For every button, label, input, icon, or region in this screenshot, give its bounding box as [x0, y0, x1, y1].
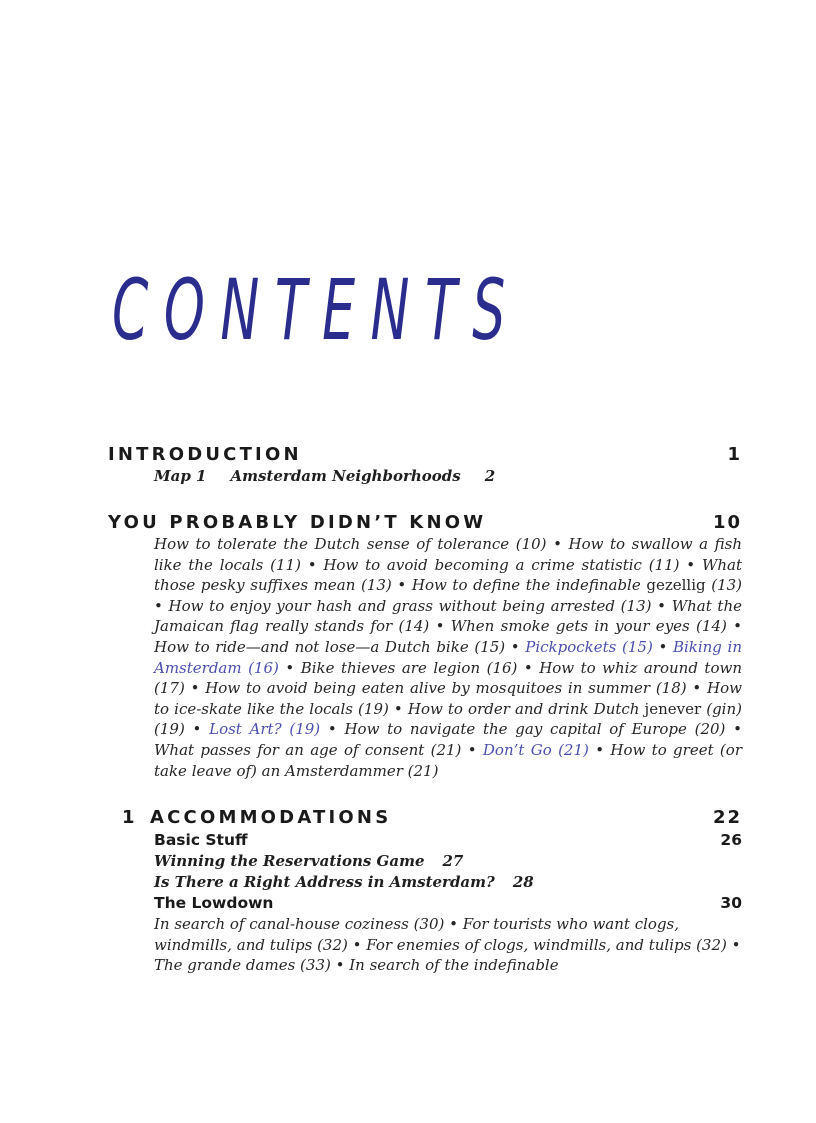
topic-term: gezellig [646, 576, 706, 595]
section-title: YOU PROBABLY DIDN’T KNOW [108, 512, 487, 533]
subsection-entry [154, 872, 742, 893]
section-title: ACCOMMODATIONS [150, 807, 392, 829]
entry-label: Winning the Reservations Game [154, 852, 425, 871]
subsection-heading [154, 829, 742, 851]
map-entry [154, 466, 742, 487]
topic-text: • How to greet (or take leave of) an Amsterdammer (21) [154, 740, 742, 780]
topic-separator: • [652, 637, 673, 656]
topic-text: (13) • How to enjoy your hash and grass without being arrested (13) • What the Jamaican flag really stands for (14) • When smoke gets in your eyes (14) • How to ride—and not lose—a Dutch bike (15) • [154, 576, 743, 656]
section-heading [108, 512, 742, 534]
section-you-probably-didnt-know [108, 512, 742, 781]
table-of-contents [108, 444, 742, 976]
subsection-page-number: 26 [720, 831, 742, 850]
section-heading [108, 807, 742, 829]
section-accommodations [108, 807, 742, 976]
sidebar-reference-biking[interactable]: Biking in Amsterdam (16) [154, 637, 743, 677]
topic-text: • Bike thieves are legion (16) • How to whiz around town (17) • How to avoid being eaten alive by mosquitoes in summer (18) • How to ice-skate like the locals (19) • How to order and drink Dutch [154, 658, 742, 718]
subsection-page-number: 30 [720, 894, 742, 913]
topic-term: jenever [644, 699, 702, 718]
section-topics [154, 534, 742, 781]
map-page-number: 2 [484, 467, 496, 485]
sidebar-reference-lost-art[interactable]: Lost Art? (19) [209, 720, 321, 739]
section-introduction [108, 444, 742, 487]
subsection-title: The Lowdown [154, 894, 274, 913]
topic-text: • How to navigate the gay capital of Europe (20) • What passes for an age of consent (21) • [154, 720, 742, 759]
entry-label: Is There a Right Address in Amsterdam? [154, 872, 495, 891]
subsection-title: Basic Stuff [154, 831, 248, 850]
subsection-entry [154, 851, 742, 872]
map-label: Map 1 [154, 467, 207, 485]
sidebar-reference-dont-go[interactable]: Don’t Go (21) [482, 740, 589, 759]
section-page-number: 1 [727, 444, 742, 465]
entry-page-number: 27 [442, 852, 464, 871]
section-title: INTRODUCTION [108, 444, 302, 465]
section-heading [108, 444, 742, 466]
page-title: CONTENTS [112, 261, 521, 359]
entry-page-number: 28 [512, 872, 534, 891]
topic-text: How to tolerate the Dutch sense of tolerance (10) • How to swallow a fish like the locals (11) • How to avoid becoming a crime statistic (11) • What those pesky suffixes mean (13) • How to define the indefinable [154, 535, 742, 595]
chapter-number: 1 [122, 807, 135, 829]
section-page-number: 22 [712, 807, 742, 829]
subsection-topics: In search of canal-house coziness (30) • For tourists who want clogs, windmills, and tulips (32) • For enemies of clogs, windmills, and tulips (32) • The grande dames (33) • In search of the indefinable [154, 915, 741, 975]
topic-text: (gin) (19) • [154, 699, 742, 739]
section-page-number: 10 [712, 512, 742, 533]
subsection-heading [154, 892, 742, 914]
map-name: Amsterdam Neighborhoods [230, 467, 461, 485]
sidebar-reference-pickpockets[interactable]: Pickpockets (15) [525, 637, 653, 656]
